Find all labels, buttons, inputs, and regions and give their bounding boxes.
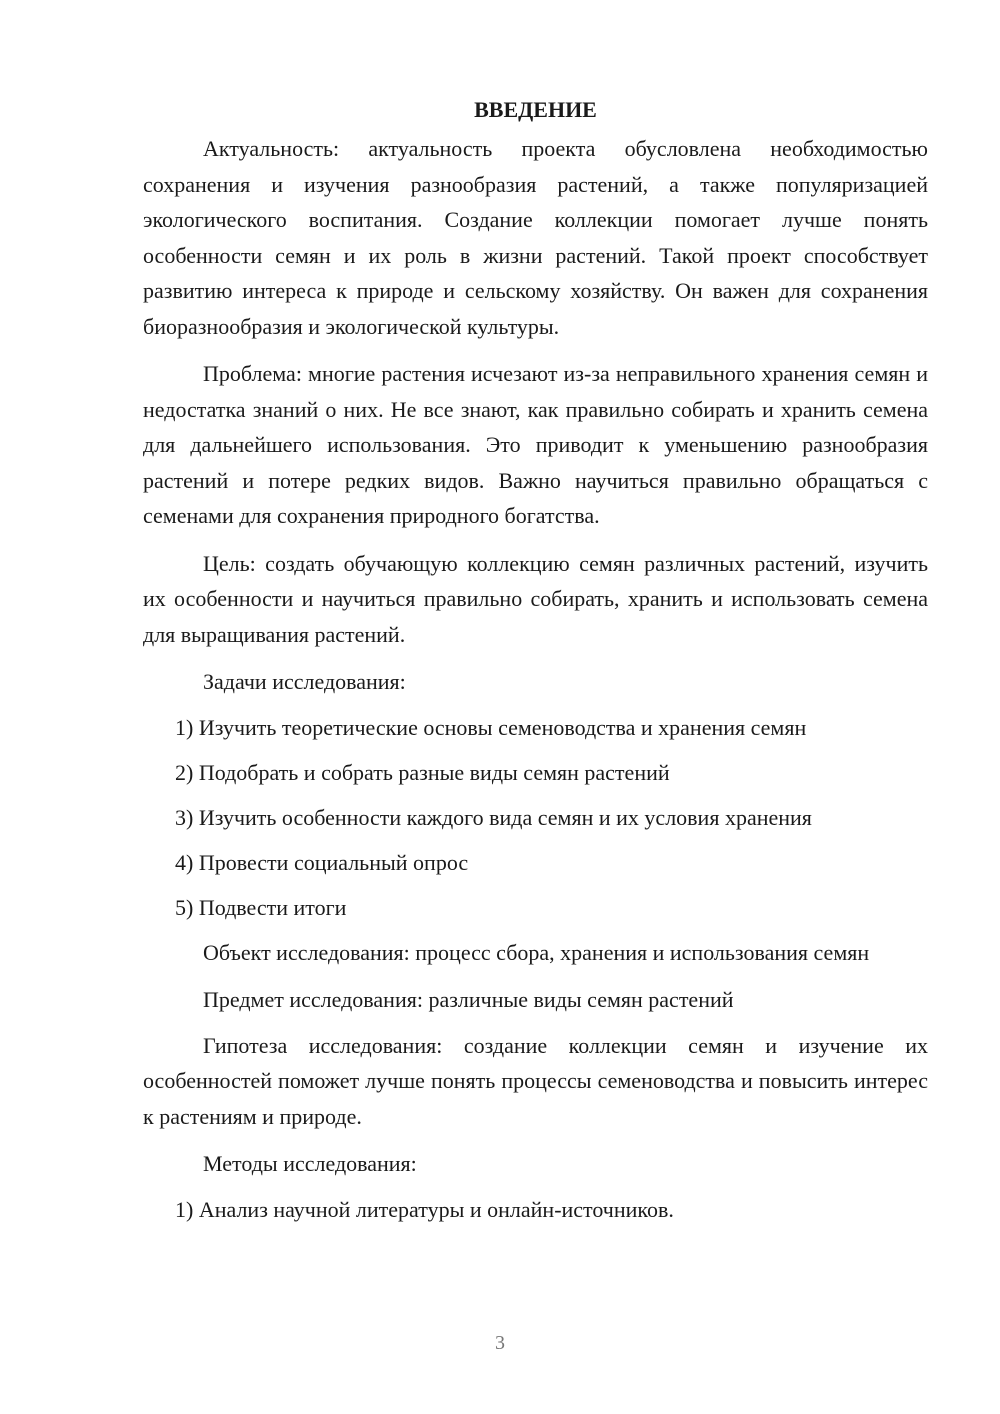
page-number: 3 — [495, 1332, 505, 1354]
task-item: 2) Подобрать и собрать разные виды семян растений — [175, 759, 670, 785]
subject-paragraph: Предмет исследования: различные виды семян растений — [203, 987, 734, 1012]
task-item: 1) Изучить теоретические основы семеноводства и хранения семян — [175, 714, 807, 740]
hypothesis-paragraph: Гипотеза исследования: создание коллекции семян и изучение их особенностей поможет лучше понять процессы семеноводства и повысить интерес к растениям и природе. — [143, 1032, 928, 1129]
task-item: 4) Провести социальный опрос — [175, 849, 469, 875]
method-item: 1) Анализ научной литературы и онлайн-источников. — [175, 1196, 674, 1222]
tasks-heading: Задачи исследования: — [203, 669, 406, 694]
problem-paragraph: Проблема: многие растения исчезают из-за неправильного хранения семян и недостатка знаний о них. Не все знают, как правильно собирать и хранить семена для дальнейшего использования. Это приводит к уменьшению разнообразия растений и потере редких видов. Важно научиться правильно обращаться с семенами для сохранения природного богатства. — [143, 361, 928, 528]
goal-paragraph: Цель: создать обучающую коллекцию семян различных растений, изучить их особенности и научиться правильно собирать, хранить и использовать семена для выращивания растений. — [143, 550, 928, 647]
methods-heading: Методы исследования: — [203, 1151, 417, 1176]
section-title: ВВЕДЕНИЕ — [474, 97, 597, 122]
task-item: 5) Подвести итоги — [175, 894, 347, 920]
page-content — [143, 92, 928, 1237]
task-item: 3) Изучить особенности каждого вида семян и их условия хранения — [175, 804, 812, 830]
actuality-paragraph: Актуальность: актуальность проекта обусловлена необходимостью сохранения и изучения разнообразия растений, а также популяризацией экологического воспитания. Создание коллекции помогает лучше понять особенности семян и их роль в жизни растений. Такой проект способствует развитию интереса к природе и сельскому хозяйству. Он важен для сохранения биоразнообразия и экологической культуры. — [143, 136, 928, 339]
tasks-list — [143, 710, 928, 926]
methods-list — [143, 1192, 928, 1228]
object-paragraph: Объект исследования: процесс сбора, хранения и использования семян — [203, 939, 870, 965]
